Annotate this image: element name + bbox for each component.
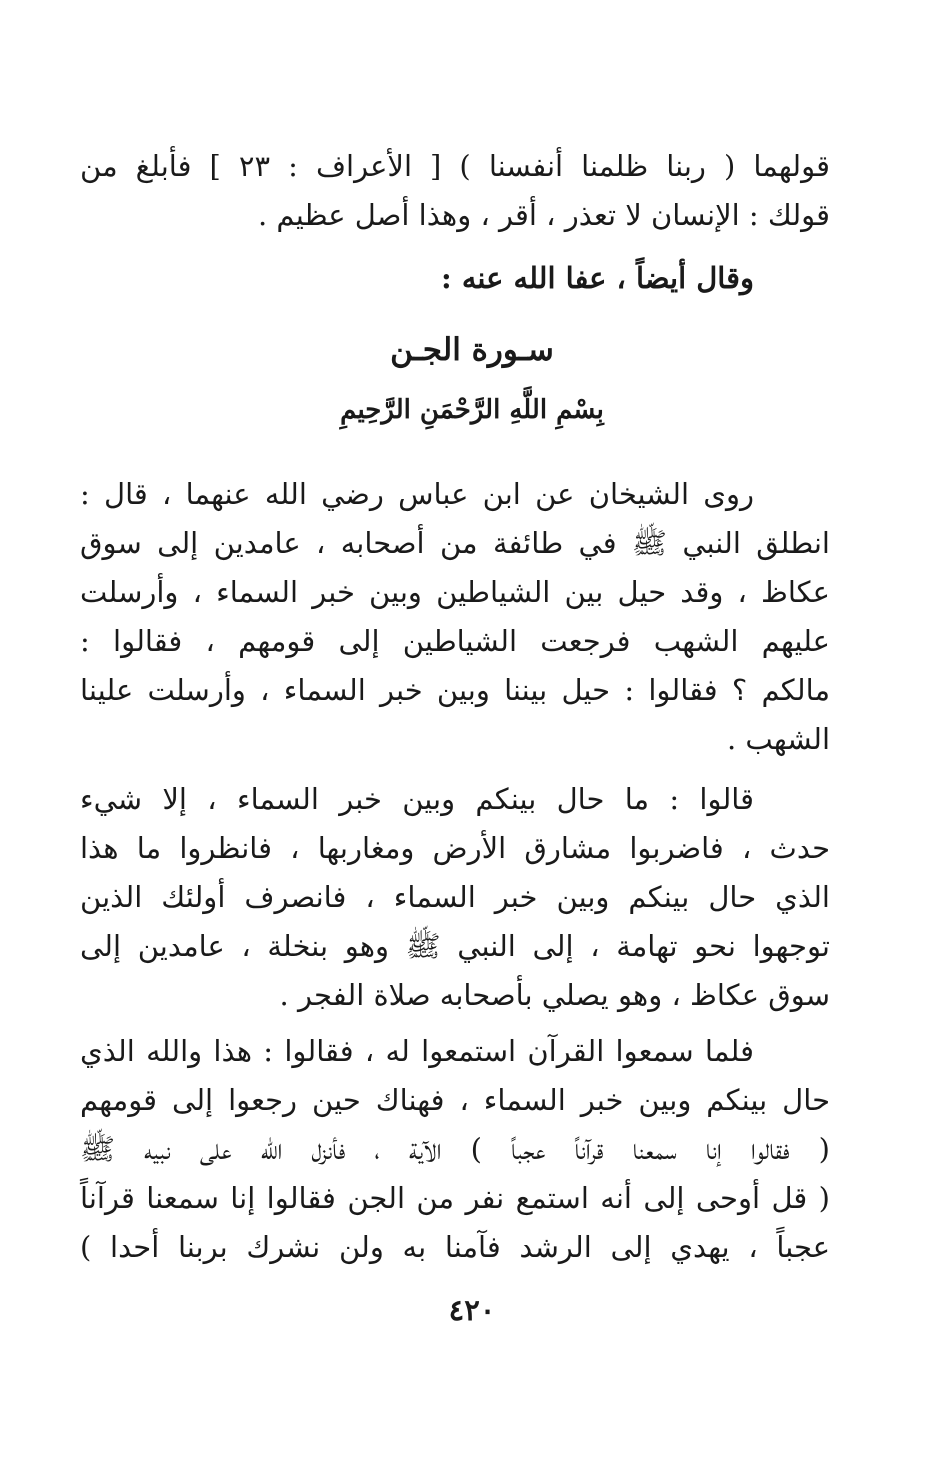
paragraph-1 — [80, 470, 830, 764]
text-line: عكاظ ، وقد حيل بين الشياطين وبين خبر السماء ، وأرسلت — [80, 575, 830, 609]
paragraph-3 — [80, 1027, 830, 1272]
text-line: عجباً ، يهدي إلى الرشد فآمنا به ولن نشرك بربنا أحدا ) — [80, 1230, 830, 1264]
text-line: الشهب . — [726, 722, 830, 756]
text-line: مالكم ؟ فقالوا : حيل بيننا وبين خبر السماء ، وأرسلت علينا — [80, 673, 830, 707]
text-line: روى الشيخان عن ابن عباس رضي الله عنهما ، قال : — [80, 477, 754, 511]
text-line: الذي حال بينكم وبين خبر السماء ، فانصرف أولئك الذين — [80, 880, 830, 914]
intro-paragraph — [80, 142, 830, 240]
text-line: عليهم الشهب فرجعت الشياطين إلى قومهم ، فقالوا : — [80, 624, 830, 658]
text-line: فلما سمعوا القرآن استمعوا له ، فقالوا : هذا والله الذي — [80, 1034, 754, 1068]
text-line: قولك : الإنسان لا تعذر ، أقر ، وهذا أصل عظيم . — [257, 198, 830, 232]
paragraph-2 — [80, 775, 830, 1020]
basmala: بِسْمِ اللَّهِ الرَّحْمَنِ الرَّحِيمِ — [340, 395, 604, 425]
text-line: توجهوا نحو تهامة ، إلى النبي ﷺ وهو بنخلة ، عامدين إلى — [80, 929, 830, 963]
text-line: انطلق النبي ﷺ في طائفة من أصحابه ، عامدين إلى سوق — [80, 526, 830, 560]
text-line: ( فقالوا إنا سمعنا قرآناً عجباً ) الآية ، فأنزل الله على نبيه ﷺ — [80, 1132, 830, 1166]
surah-title: سـورة الجـن — [390, 332, 554, 368]
text-line: ( قل أوحى إلى أنه استمع نفر من الجن فقالوا إنا سمعنا قرآناً — [80, 1181, 830, 1215]
section-intro-heading: وقال أيضاً ، عفا الله عنه : — [441, 261, 754, 295]
text-line: قالوا : ما حال بينكم وبين خبر السماء ، إلا شيء — [80, 782, 754, 816]
text-line: حال بينكم وبين خبر السماء ، فهناك حين رجعوا إلى قومهم — [80, 1083, 830, 1117]
page-number: ٤٢٠ — [448, 1293, 496, 1327]
text-line: سوق عكاظ ، وهو يصلي بأصحابه صلاة الفجر . — [279, 978, 830, 1012]
text-line: قولهما ( ربنا ظلمنا أنفسنا ) [ الأعراف : ٢٣ ] فأبلغ من — [80, 149, 830, 183]
text-line: حدث ، فاضربوا مشارق الأرض ومغاربها ، فانظروا ما هذا — [80, 831, 830, 865]
